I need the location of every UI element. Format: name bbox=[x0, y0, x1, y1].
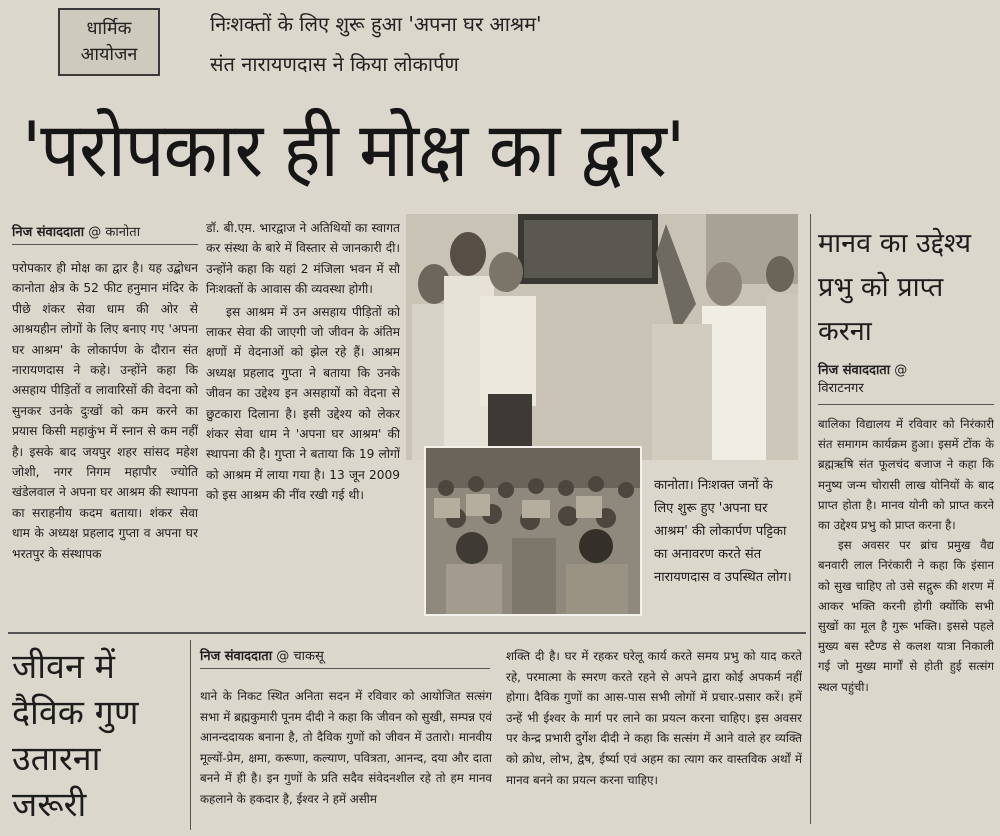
main-col2-para-1: डॉ. बी.एम. भारद्वाज ने अतिथियों का स्वागत कर संस्था के बारे में विस्तार से जानकारी दी। उन्होंने कहा कि यहां 2 मंजिला भवन में सौ निःशक्तों के आवास की व्यवस्था होगी। bbox=[206, 221, 400, 297]
photo-plaque-unveiling bbox=[406, 214, 798, 460]
side-byline bbox=[818, 360, 994, 396]
bottom-section-rule bbox=[8, 632, 806, 634]
kicker-line-2: संत नारायणदास ने किया लोकार्पण bbox=[210, 52, 459, 76]
badge-line-1: धार्मिक bbox=[86, 18, 132, 39]
photo-audience bbox=[424, 446, 642, 616]
photo-audience-drawing bbox=[426, 448, 640, 614]
bottom-column-1: थाने के निकट स्थित अनिता सदन में रविवार को आयोजित सत्संग सभा में ब्रह्मकुमारी पूनम दीदी ने कहा कि जीवन को सुखी, सम्पन्न एवं आनन्ददायक बनाना है, तो दैविक गुणों को जीवन में उतारो। मानवीय मूल्यों-प्रेम, क्षमा, करूणा, कल्याण, पवित्रता, आनन्द, दया और दाता बनने में ही है। इन गुणों के प्रति सदैव संवेदनशील रहे तो हम मानव कहलाने के हकदार है, ईश्वर ने हमें असीम bbox=[200, 689, 492, 806]
bottom-column-2: शक्ति दी है। घर में रहकर घरेलू कार्य करते समय प्रभु को याद करते रहे, परमात्मा के स्मरण करते रहने से अपने द्वारा कोई अपकर्म नहीं होगा। दैविक गुणों का आस-पास सभी लोगों में प्रचार-प्रसार करें। हमें उन्हें भी ईश्वर के मार्ग पर लाने का प्रयत्न करना चाहिए। इस अवसर पर केन्द्र प्रभारी दुर्गेश दीदी ने कहा कि सत्संग में आने वाले हर व्यक्ति को क्रोध, लोभ, द्वेष, ईर्ष्या एवं अहम का त्याग कर वास्तविक अर्थों में मानव बनने का प्रयत्न करना चाहिए। bbox=[506, 649, 802, 787]
side-headline: मानव का उद्देश्य प्रभु को प्राप्त करना bbox=[818, 228, 972, 347]
main-col2-para-2: इस आश्रम में उन असहाय पीड़ितों को लाकर सेवा की जाएगी जो जीवन के अंतिम क्षणों में वेदनाओं को झेल रहे हैं। आश्रम अध्यक्ष प्रहलाद गुप्ता ने बताया कि उनके जीवन का उद्देश्य इन असहायों को वेदना से छुटकारा दिलाना है। इसी उद्देश्य को लेकर शंकर सेवा धाम ने 'अपना घर आश्रम' की स्थापना की है। गुप्ता ने बताया कि 19 लोगों को आश्रम में लाया गया है। 13 जून 2009 को इस आश्रम की नींव रखी गई थी। bbox=[206, 304, 400, 503]
main-byline bbox=[12, 222, 140, 240]
side-byline-rule bbox=[818, 404, 994, 405]
main-headline: 'परोपकार ही मोक्ष का द्वार' bbox=[22, 105, 685, 194]
main-column-2 bbox=[206, 218, 400, 628]
side-body-para-2: इस अवसर पर ब्रांच प्रमुख वैद्य बनवारी लाल निरंकारी ने कहा कि इंसान को सुख चाहिए तो उसे सद्गुरू की शरण में आकर भक्ति करनी होगी क्योंकि सभी सुखों का मूल है गुरू भक्ति। इससे पहले मुख्य बस स्टैण्ड से कलश यात्रा निकाली गई जो मुख्य मार्गों से होती हुई सत्संग स्थल पहुंची। bbox=[818, 538, 994, 694]
bottom-byline-place: @ चाकसू bbox=[276, 649, 324, 664]
badge-line-2: आयोजन bbox=[80, 44, 138, 65]
section-badge bbox=[58, 8, 160, 76]
kicker-line-1: निःशक्तों के लिए शुरू हुआ 'अपना घर आश्रम' bbox=[210, 12, 542, 36]
byline-rule bbox=[12, 244, 198, 245]
side-byline-at: @ bbox=[894, 363, 908, 378]
photo-caption: कानोता। निःशक्त जनों के लिए शुरू हुए 'अपना घर आश्रम' की लोकार्पण पट्टिका का अनावरण करते संत नारायणदास व उपस्थित लोग। bbox=[654, 478, 792, 585]
photo-plaque-drawing bbox=[406, 214, 798, 460]
main-byline-place: @ कानोता bbox=[88, 225, 141, 240]
bottom-headline: जीवन में दैविक गुण उतारना जरूरी bbox=[12, 647, 139, 825]
side-byline-place: विराटनगर bbox=[818, 381, 864, 396]
bottom-byline bbox=[200, 646, 324, 664]
side-body bbox=[818, 414, 994, 828]
main-byline-name: निज संवाददाता bbox=[12, 225, 85, 240]
main-column-1 bbox=[12, 258, 198, 628]
column-rule-right bbox=[810, 214, 811, 824]
side-body-para-1: बालिका विद्यालय में रविवार को निरंकारी संत समागम कार्यक्रम हुआ। इसमें टोंक के ब्रह्मऋषि संत फूलचंद बजाज ने कहा कि मनुष्य जन्म चोरासी लाख योनियों के बाद प्राप्त होता है। मानव योनी को प्राप्त करने का उद्देश्य प्रभु को प्राप्त करना है। bbox=[818, 417, 994, 533]
main-col1-para: परोपकार ही मोक्ष का द्वार है। यह उद्बोधन कानोता क्षेत्र के 52 फीट हनुमान मंदिर के पीछे शंकर सेवा धाम की ओर से आश्रयहीन लोगों के लिए बनाए गए 'अपना घर आश्रम' के लोकार्पण के दौरान संत नारायणदास ने कहे। उन्होंने कहा कि असहाय पीड़ितों व लावारिसों की वेदना को सुनकर उनके दुःखों को कम करने का प्रयास किसी महाकुंभ में स्नान से कम नहीं है। इसके बाद जयपुर शहर सांसद महेश जोशी, नगर निगम महापौर ज्योति खंडेलवाल ने अपना घर आश्रम की स्थापना का सराहनीय कदम बताया। शंकर सेवा धाम के अध्यक्ष प्रहलाद गुप्ता व अपना घर भरतपुर के संस्थापक bbox=[12, 261, 198, 561]
bottom-column-rule bbox=[190, 640, 191, 830]
bottom-byline-name: निज संवाददाता bbox=[200, 649, 273, 664]
bottom-byline-rule bbox=[200, 668, 490, 669]
side-byline-name: निज संवाददाता bbox=[818, 363, 891, 378]
